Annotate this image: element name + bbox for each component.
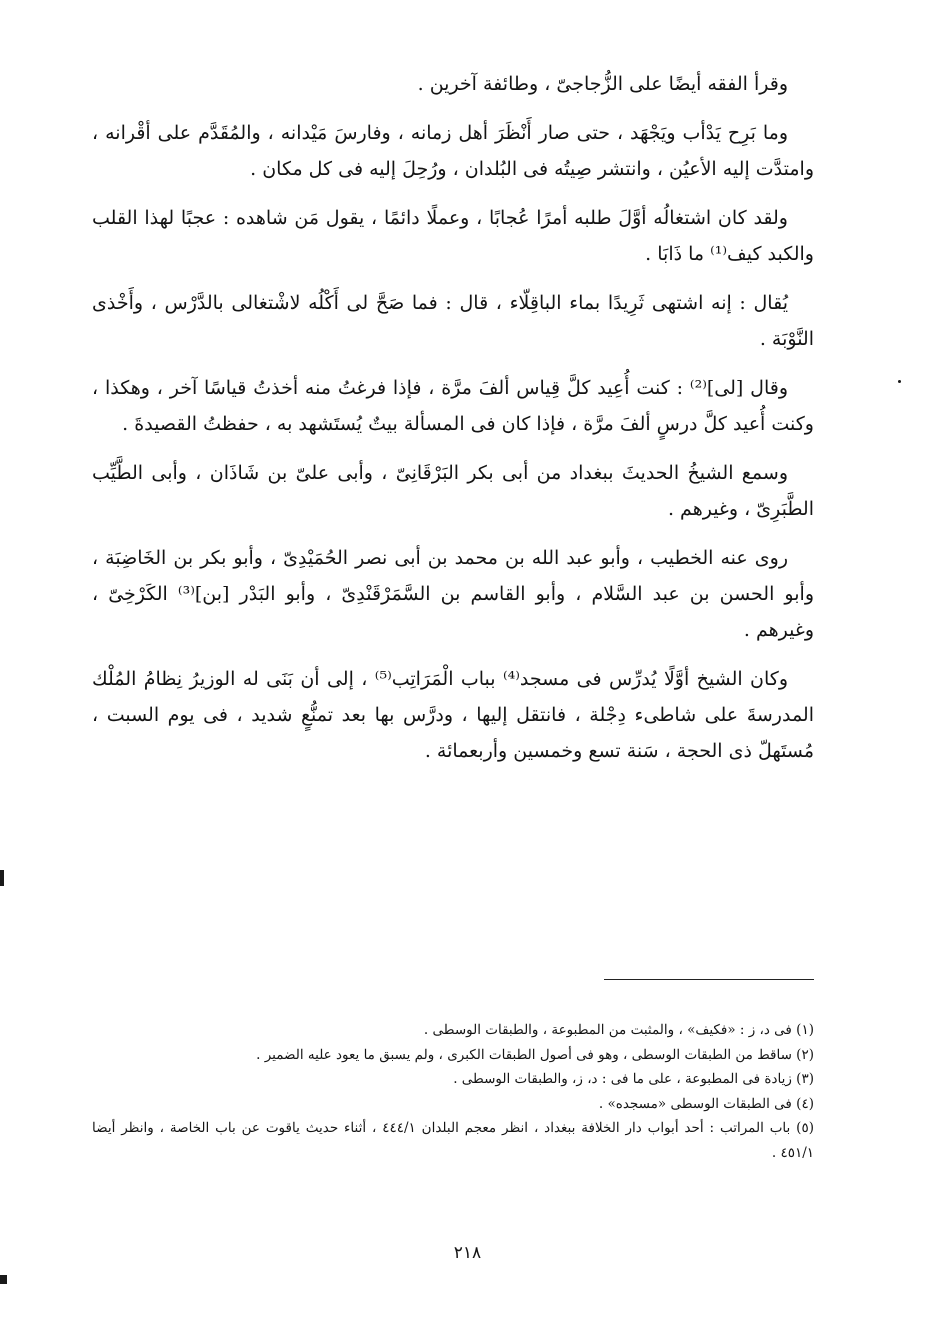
paragraph: ولقد كان اشتغالُه أوَّلَ طلبه أمرًا عُجابًا ، وعملًا دائمًا ، يقول مَن شاهده : عجبًا لهذا القلب والكبد كيف⁽¹⁾ ما ذَابَا . (92, 207, 814, 265)
footnotes (92, 1018, 814, 1165)
paragraph: وسمع الشيخُ الحديثَ ببغداد من أبى بكر البَرْقَانِىّ ، وأبى علىّ بن شَاذَان ، وأبى الطَّيِّب الطَّبَرِىّ ، وغيرهم . (92, 462, 814, 520)
paragraph: وكان الشيخ أوَّلًا يُدرِّس فى مسجد⁽⁴⁾ بباب الْمَرَاتِب⁽⁵⁾ ، إلى أن بَنَى له الوزيرُ نِظامُ المُلْك المدرسةَ على شاطىء دِجْلة ، فانتقل إليها ، ودرَّس بها بعد تمنُّعٍ شديد ، فى يوم السبت ، مُستَهلّ ذى الحجة ، سَنة تسع وخمسين وأربعمائة . (92, 668, 814, 762)
paragraph: روى عنه الخطيب ، وأبو عبد الله بن محمد بن أبى نصر الحُمَيْدِىّ ، وأبو بكر بن الخَاضِبَة ، وأبو الحسن بن عبد السَّلام ، وأبو القاسم بن السَّمَرْقَنْدِىّ ، وأبو البَدْر [بن]⁽³⁾ الكَرْخِىّ ، وغيرهم . (92, 547, 814, 641)
scan-speck (898, 380, 901, 383)
paragraph: وما بَرِح يَدْأب ويَجْهَد ، حتى صار أَنْظَرَ أهل زمانه ، وفارسَ مَيْدانه ، والمُقَدَّم على أقْرانه ، وامتدَّت إليه الأعيُن ، وانتشر صِيتُه فى البُلدان ، ورُحِلَ إليه فى كل مكان . (92, 122, 814, 180)
page-number: ٢١٨ (453, 1243, 482, 1263)
paragraph: يُقال : إنه اشتهى ثَرِيدًا بماء الباقِلّاء ، قال : فما صَحَّ لى أَكْلُه لاشْتغالى بالدَّرْس ، وأَخْذى النَّوْبَة . (92, 292, 814, 350)
footnote: (٢) ساقط من الطبقات الوسطى ، وهو فى أصول الطبقات الكبرى ، ولم يسبق ما يعود عليه الضمير . (256, 1046, 814, 1063)
paragraph: وقرأ الفقه أيضًا على الزُّجاجىّ ، وطائفة آخرين . (417, 73, 788, 95)
scan-edge-mark (0, 870, 4, 886)
footnote-separator (604, 979, 814, 980)
scan-edge-mark (0, 1275, 7, 1284)
main-text (92, 66, 814, 782)
paragraph: وقال [لى]⁽²⁾ : كنت أُعِيد كلَّ قِياس ألفَ مرَّة ، فإذا فرغتُ منه أخذتُ قياسًا آخر ، وهكذا ، وكنت أُعيد كلَّ درسٍ ألفَ مرَّة ، فإذا كان فى المسألة بيتٌ يُستَشهد به ، حفظتُ القصيدةَ . (92, 377, 814, 435)
footnote: (٣) زيادة فى المطبوعة ، على ما فى : د، ز، والطبقات الوسطى . (453, 1071, 814, 1087)
footnote: (١) فى د، ز : «فكيف» ، والمثبت من المطبوعة ، والطبقات الوسطى . (423, 1022, 814, 1038)
footnote: (٥) باب المراتب : أحد أبواب دار الخلافة ببغداد ، انظر معجم البلدان ٤٤٤/١ ، أثناء حديث ياقوت عن باب الخاصة ، وانظر أيضا ٤٥١/١ . (92, 1120, 814, 1161)
footnote: (٤) فى الطبقات الوسطى «مسجده» . (598, 1095, 814, 1112)
